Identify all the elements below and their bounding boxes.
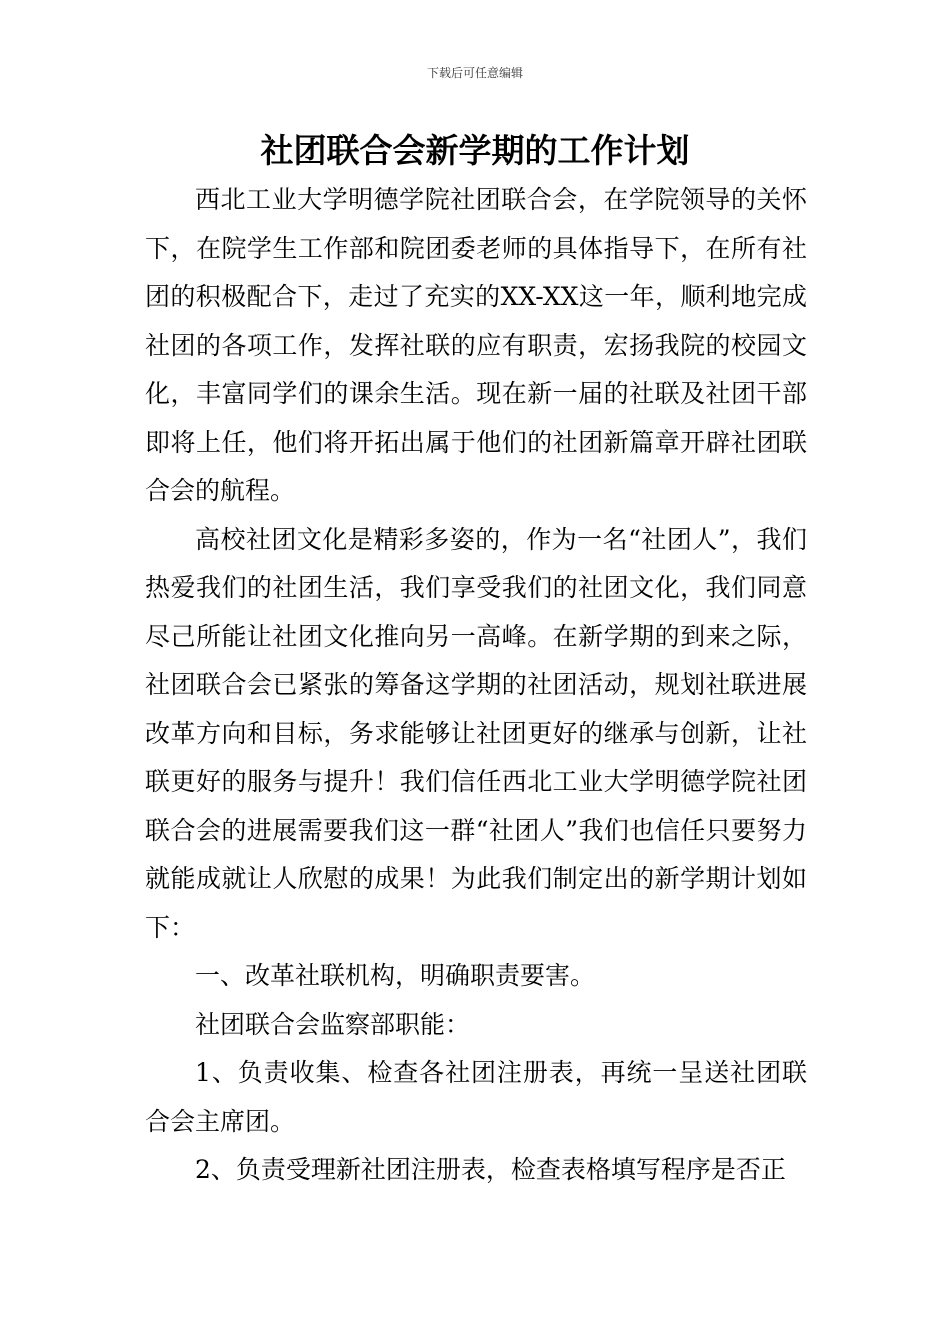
document-title: 社团联合会新学期的工作计划 bbox=[260, 131, 690, 170]
paragraph-culture: 高校社团文化是精彩多姿的，作为一名“社团人”，我们热爱我们的社团生活，我们享受我们的社团文化，我们同意尽己所能让社团文化推向另一高峰。在新学期的到来之际，社团联合会已紧张的筹备这学期的社团活动，规划社联进展改革方向和目标，务求能够让社团更好的继承与创新，让社联更好的服务与提升！我们信任西北工业大学明德学院社团联合会的进展需要我们这一群“社团人”我们也信任只要努力就能成就让人欣慰的成果！为此我们制定出的新学期计划如下： bbox=[145, 524, 807, 942]
paragraph-item-2: 2、负责受理新社团注册表，检查表格填写程序是否正 bbox=[195, 1155, 786, 1184]
paragraph-department-heading: 社团联合会监察部职能： bbox=[195, 1009, 471, 1039]
paragraph-item-1: 1、负责收集、检查各社团注册表，再统一呈送社团联合会主席团。 bbox=[145, 1058, 807, 1136]
download-note: 下载后可任意编辑 bbox=[426, 66, 523, 80]
paragraph-intro: 西北工业大学明德学院社团联合会，在学院领导的关怀下，在院学生工作部和院团委老师的具体指导下，在所有社团的积极配合下，走过了充实的XX-XX这一年，顺利地完成社团的各项工作，发挥社联的应有职责，宏扬我院的校园文化，丰富同学们的课余生活。现在新一届的社联及社团干部即将上任，他们将开拓出属于他们的社团新篇章开辟社团联合会的航程。 bbox=[145, 185, 807, 505]
document-body bbox=[145, 176, 807, 1195]
paragraph-section-heading: 一、改革社联机构，明确职责要害。 bbox=[195, 961, 596, 990]
